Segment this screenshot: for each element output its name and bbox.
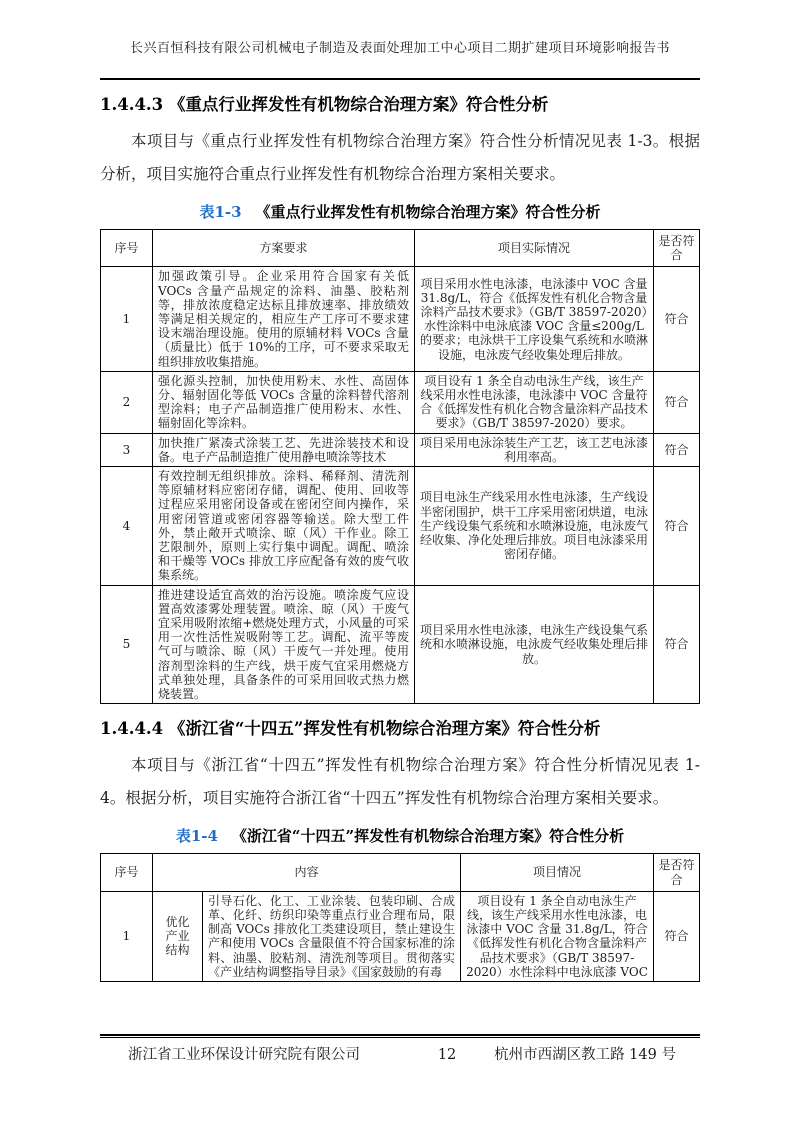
row-compliance: 符合 [654,267,700,371]
row-actual: 项目采用水性电泳漆，电泳漆中 VOC 含量 31.8g/L，符合《低挥发性有机化合物含量涂料产品技术要求》（GB/T 38597-2020）水性涂料中电泳底漆 VOC 含量≤200g/L 的要求；电泳烘干工序设集气系统和水喷淋设施，电泳废气经收集处理后排放。 [415,267,654,371]
section-1444-paragraph: 本项目与《浙江省“十四五”挥发性有机物综合治理方案》符合性分析情况见表 1-4。根据分析，项目实施符合浙江省“十四五”挥发性有机物综合治理方案相关要求。 [100,756,700,808]
table-row [101,371,700,433]
col-header-no: 序号 [101,230,153,267]
footer-company: 浙江省工业环保设计研究院有限公司 [128,1047,360,1063]
table-1-3-label: 表1-3 [199,203,242,221]
row-requirement: 强化源头控制，加快使用粉末、水性、高固体分、辐射固化等低 VOCs 含量的涂料替代溶剂型涂料；电子产品制造推广使用粉末、水性、辐射固化等涂料。 [153,371,415,433]
row-compliance: 符合 [654,585,700,704]
row-requirement: 推进建设适宜高效的治污设施。喷涂废气应设置高效漆雾处理装置。喷涂、晾（风）干废气宜采用吸附浓缩+燃烧处理方式，小风量的可采用一次性活性炭吸附等工艺。调配、流平等废气可与喷涂、晾（风）干废气一并处理。使用溶剂型涂料的生产线，烘干废气宜采用燃烧方式单独处理，具备条件的可采用回收式热力燃烧装置。 [153,585,415,704]
col-header-actual: 项目实际情况 [415,230,654,267]
col-header-requirement: 方案要求 [153,230,415,267]
table-1-3-header-row [101,230,700,267]
table-1-3-caption [100,202,700,222]
row-no: 3 [101,433,153,466]
row-actual: 项目采用电泳涂装生产工艺，该工艺电泳漆利用率高。 [415,433,654,466]
table-row [101,585,700,704]
table-1-3-title: 《重点行业挥发性有机物综合治理方案》符合性分析 [255,203,601,221]
row-requirement: 加强政策引导。企业采用符合国家有关低 VOCs 含量产品规定的涂料、油墨、胶粘剂等，排放浓度稳定达标且排放速率、排放绩效等满足相关规定的，相应生产工序可不要求建设末端治理设施。使用的原辅材料 VOCs 含量（质量比）低于 10%的工序，可不要求采取无组织排放收集措施。 [153,267,415,371]
running-header: 长兴百恒科技有限公司机械电子制造及表面处理加工中心项目二期扩建项目环境影响报告书 [129,41,670,56]
col-header-project: 项目情况 [461,854,654,891]
footer-address: 杭州市西湖区教工路 149 号 [494,1047,676,1063]
table-1-3 [100,229,700,704]
table-1-4-caption [100,826,700,846]
row-compliance: 符合 [654,467,700,586]
col-header-no: 序号 [101,854,153,891]
table-1-4-label: 表1-4 [175,827,218,846]
table-1-4 [100,853,700,982]
table-1-4-header-row [101,854,700,891]
row-actual: 项目电泳生产线采用水性电泳漆，生产线设半密闭围护，烘干工序采用密闭烘道，电泳生产线设集气系统和水喷淋设施，电泳废气经收集、净化处理后排放。项目电泳漆采用密闭存储。 [415,467,654,586]
table-row [101,891,700,981]
row-project: 项目设有 1 条全自动电泳生产线，该生产线采用水性电泳漆，电泳漆中 VOC 含量 31.8g/L，符合《低挥发性有机化合物含量涂料产品技术要求》（GB/T 38597-2020）水性涂料中电泳底漆 VOC [461,891,654,981]
row-actual: 项目采用水性电泳漆，电泳生产线设集气系统和水喷淋设施，电泳废气经收集处理后排放。 [415,585,654,704]
row-compliance: 符合 [654,891,700,981]
row-no: 2 [101,371,153,433]
section-heading-1443: 1.4.4.3 《重点行业挥发性有机物综合治理方案》符合性分析 [100,95,549,114]
row-no: 5 [101,585,153,704]
table-row [101,433,700,466]
row-requirement: 加快推广紧凑式涂装工艺、先进涂装技术和设备。电子产品制造推广使用静电喷涂等技术 [153,433,415,466]
row-no: 1 [101,891,153,981]
table-1-4-title: 《浙江省“十四五”挥发性有机物综合治理方案》符合性分析 [231,827,625,846]
col-header-content: 内容 [153,854,461,891]
row-compliance: 符合 [654,371,700,433]
row-no: 1 [101,267,153,371]
page-footer [100,1034,700,1064]
section-1443-paragraph: 本项目与《重点行业挥发性有机物综合治理方案》符合性分析情况见表 1-3。根据分析，项目实施符合重点行业挥发性有机物综合治理方案相关要求。 [100,132,700,183]
table-row [101,267,700,371]
footer-page-number: 12 [437,1047,457,1063]
row-content: 引导石化、化工、工业涂装、包装印刷、合成革、化纤、纺织印染等重点行业合理布局，限制高 VOCs 排放化工类建设项目，禁止建设生产和使用 VOCs 含量限值不符合国家标准的涂料、油墨、胶粘剂、清洗剂等项目。贯彻落实《产业结构调整指导目录》《国家鼓励的有毒 [203,891,461,981]
header-rule [100,78,700,80]
row-compliance: 符合 [654,433,700,466]
col-header-compliance: 是否符合 [654,854,700,891]
table-1-4-clipped-region [100,853,700,1034]
row-requirement: 有效控制无组织排放。涂料、稀释剂、清洗剂等原辅材料应密闭存储，调配、使用、回收等过程应采用密闭设备或在密闭空间内操作，采用密闭管道或密闭容器等输送。除大型工件外，禁止敞开式喷涂、晾（风）干作业。除工艺限制外，原则上实行集中调配。调配、喷涂和干燥等 VOCs 排放工序应配备有效的废气收集系统。 [153,467,415,586]
section-heading-1444: 1.4.4.4 《浙江省“十四五”挥发性有机物综合治理方案》符合性分析 [100,719,601,739]
row-no: 4 [101,467,153,586]
row-category: 优化产业结构 [153,891,203,981]
footer-rule [100,1034,700,1038]
table-row [101,467,700,586]
col-header-compliance: 是否符合 [654,230,700,267]
row-actual: 项目设有 1 条全自动电泳生产线，该生产线采用水性电泳漆，电泳漆中 VOC 含量符合《低挥发性有机化合物含量涂料产品技术要求》（GB/T 38597-2020）要求。 [415,371,654,433]
